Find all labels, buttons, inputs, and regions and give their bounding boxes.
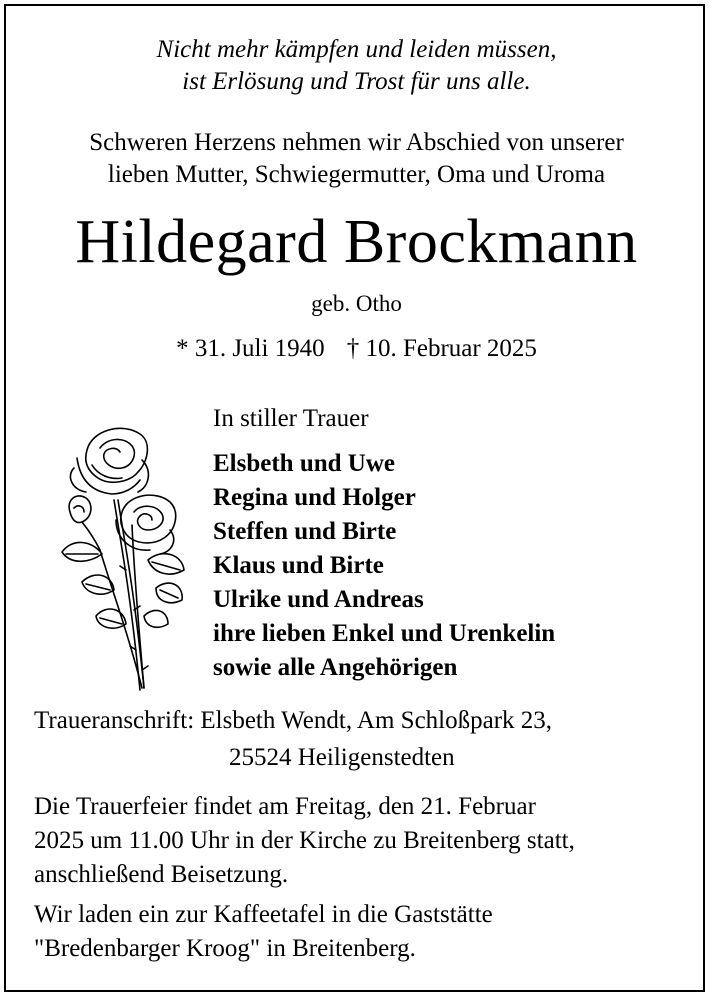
birth-date: * 31. Juli 1940 <box>176 335 325 362</box>
life-dates <box>0 334 713 364</box>
deceased-name: Hildegard Brockmann <box>75 208 638 276</box>
invitation-line: Wir laden ein zur Kaffeetafel in die Gaststätte <box>34 901 493 928</box>
family-list <box>213 447 555 685</box>
motto-line: Nicht mehr kämpfen und leiden müssen, <box>156 36 557 63</box>
family-entry: Steffen und Birte <box>213 518 397 545</box>
birth-name: geb. Otho <box>311 291 402 316</box>
service-line: Die Trauerfeier findet am Freitag, den 21. Februar <box>34 793 536 820</box>
death-date: † 10. Februar 2025 <box>346 335 537 362</box>
service-line: anschließend Beisetzung. <box>34 861 289 888</box>
mourning-address-city: 25524 Heiligenstedten <box>229 744 455 771</box>
motto-line: ist Erlösung und Trost für uns alle. <box>182 68 531 95</box>
invitation-line: "Bredenbarger Kroog" in Breitenberg. <box>34 935 416 962</box>
service-line: 2025 um 11.00 Uhr in der Kirche zu Breitenberg statt, <box>34 827 575 854</box>
family-entry: Klaus und Birte <box>213 552 384 579</box>
family-entry: ihre lieben Enkel und Urenkelin <box>213 620 556 647</box>
intro-line: Schweren Herzens nehmen wir Abschied von unserer <box>89 129 624 156</box>
family-entry: Elsbeth und Uwe <box>213 450 395 477</box>
motto-verse <box>0 34 713 98</box>
intro-text <box>0 127 713 191</box>
service-info <box>34 790 575 892</box>
mourning-address: Traueranschrift: Elsbeth Wendt, Am Schloßpark 23, <box>34 707 553 734</box>
mourning-label: In stiller Trauer <box>213 405 369 432</box>
family-entry: Ulrike und Andreas <box>213 586 424 613</box>
invitation-info <box>34 898 493 966</box>
intro-line: lieben Mutter, Schwiegermutter, Oma und Uroma <box>107 161 606 188</box>
rose-icon <box>52 420 187 695</box>
family-entry: sowie alle Angehörigen <box>213 654 458 681</box>
family-entry: Regina und Holger <box>213 484 416 511</box>
